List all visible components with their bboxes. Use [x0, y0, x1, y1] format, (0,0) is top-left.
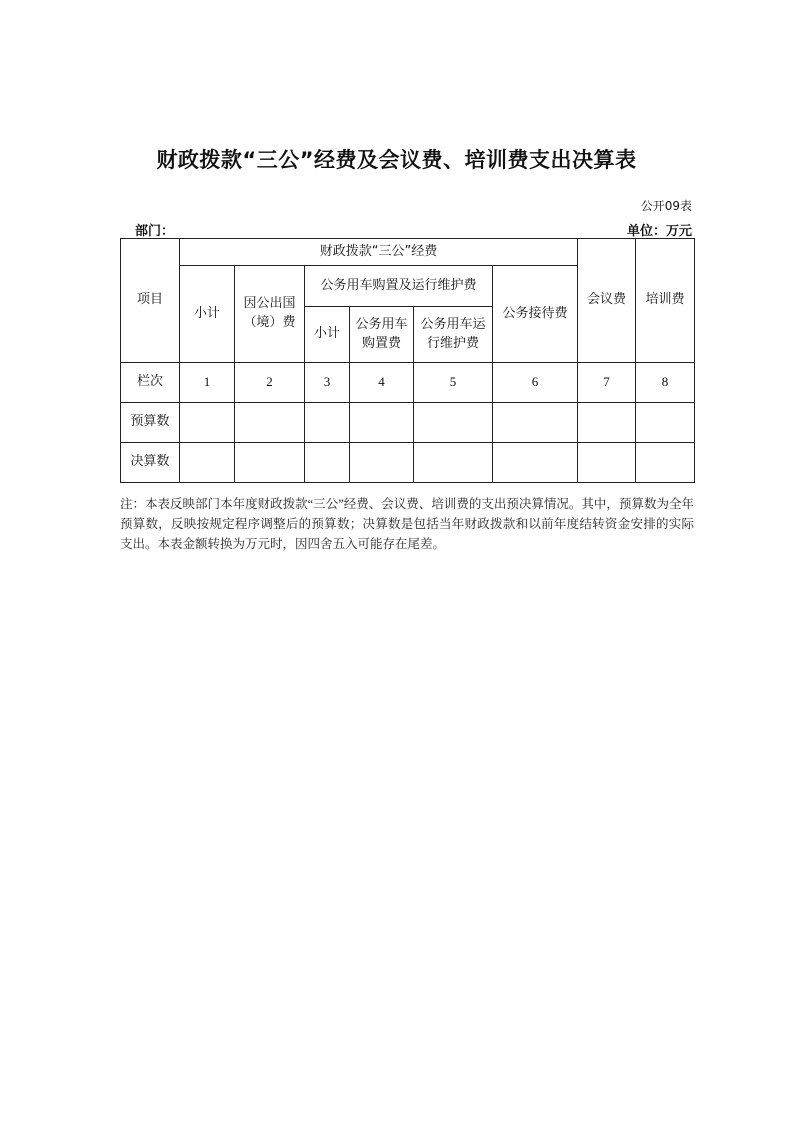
form-code: 公开09表 [640, 199, 692, 213]
budget-cell [305, 403, 350, 443]
column-number: 3 [305, 363, 350, 403]
final-cell [180, 443, 235, 483]
final-row-label: 决算数 [121, 443, 180, 483]
budget-row-label: 预算数 [121, 403, 180, 443]
final-cell [636, 443, 695, 483]
final-cell [414, 443, 493, 483]
expenditure-table [120, 238, 695, 483]
final-cell [305, 443, 350, 483]
column-number: 4 [350, 363, 414, 403]
budget-cell [414, 403, 493, 443]
budget-cell [180, 403, 235, 443]
column-number: 6 [493, 363, 578, 403]
budget-cell [235, 403, 305, 443]
header-vehicle-purchase: 公务用车购置费 [350, 307, 414, 363]
header-vehicle-operation: 公务用车运行维护费 [414, 307, 493, 363]
header-training-fee: 培训费 [636, 239, 695, 363]
header-three-public-funds: 财政拨款“三公”经费 [180, 239, 578, 266]
header-vehicle-subtotal: 小计 [305, 307, 350, 363]
final-cell [493, 443, 578, 483]
budget-cell [636, 403, 695, 443]
budget-cell [578, 403, 636, 443]
column-row-label: 栏次 [121, 363, 180, 403]
unit-label: 单位：万元 [626, 224, 692, 239]
column-number: 1 [180, 363, 235, 403]
column-number: 5 [414, 363, 493, 403]
header-abroad-fee: 因公出国（境）费 [235, 266, 305, 363]
budget-cell [493, 403, 578, 443]
column-number: 8 [636, 363, 695, 403]
final-cell [350, 443, 414, 483]
final-cell [235, 443, 305, 483]
header-meeting-fee: 会议费 [578, 239, 636, 363]
header-item: 项目 [121, 239, 180, 363]
header-subtotal: 小计 [180, 266, 235, 363]
footnote: 注：本表反映部门本年度财政拨款“三公”经费、会议费、培训费的支出预决算情况。其中，预算数为全年预算数，反映按规定程序调整后的预算数；决算数是包括当年财政拨款和以前年度结转资金安排的实际支出。本表金额转换为万元时，因四舍五入可能存在尾差。 [120, 497, 694, 551]
header-vehicle-fee: 公务用车购置及运行维护费 [305, 266, 493, 307]
page-title: 财政拨款“三公”经费及会议费、培训费支出决算表 [156, 148, 637, 172]
final-cell [578, 443, 636, 483]
budget-cell [350, 403, 414, 443]
header-reception-fee: 公务接待费 [493, 266, 578, 363]
column-number: 2 [235, 363, 305, 403]
department-label: 部门： [135, 224, 175, 239]
column-number: 7 [578, 363, 636, 403]
